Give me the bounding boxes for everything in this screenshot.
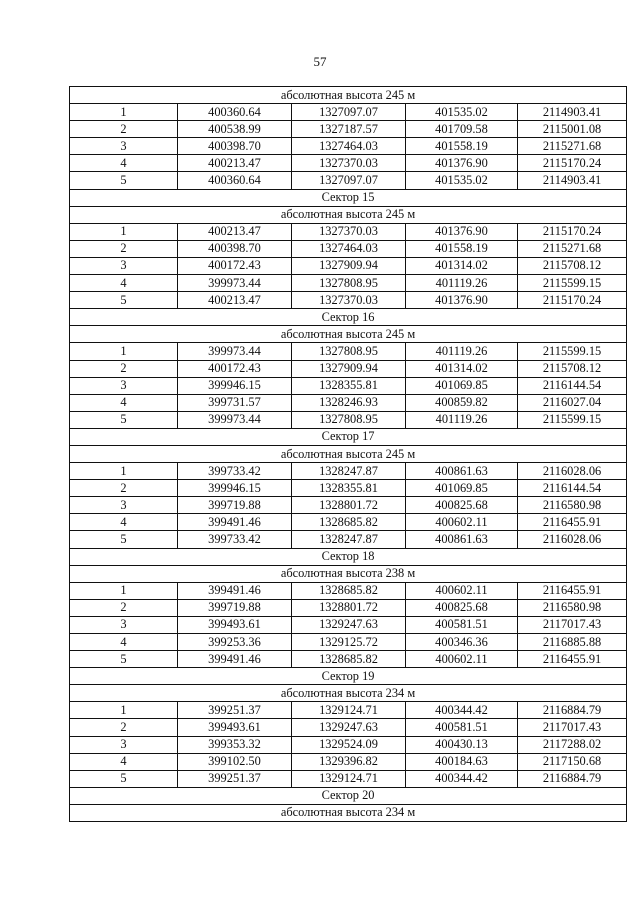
sector-heading-row bbox=[70, 189, 627, 206]
y2-coordinate-cell: 2117017.43 bbox=[518, 719, 627, 736]
y2-coordinate-cell: 2116027.04 bbox=[518, 394, 627, 411]
x2-coordinate-cell: 401314.02 bbox=[406, 257, 518, 274]
y-coordinate-cell: 1328247.87 bbox=[292, 531, 406, 548]
x2-coordinate-cell: 400344.42 bbox=[406, 702, 518, 719]
sector-heading-row bbox=[70, 309, 627, 326]
point-number-cell: 1 bbox=[70, 463, 178, 480]
point-number-cell: 1 bbox=[70, 582, 178, 599]
point-number-cell: 3 bbox=[70, 377, 178, 394]
y2-coordinate-cell: 2117150.68 bbox=[518, 753, 627, 770]
y-coordinate-cell: 1327808.95 bbox=[292, 343, 406, 360]
x-coordinate-cell: 399719.88 bbox=[178, 599, 292, 616]
x-coordinate-cell: 399491.46 bbox=[178, 514, 292, 531]
sector-heading-row bbox=[70, 668, 627, 685]
y2-coordinate-cell: 2114903.41 bbox=[518, 104, 627, 121]
x-coordinate-cell: 400172.43 bbox=[178, 257, 292, 274]
sector-heading: Сектор 17 bbox=[70, 428, 627, 445]
x2-coordinate-cell: 400602.11 bbox=[406, 582, 518, 599]
table-row bbox=[70, 138, 627, 155]
y2-coordinate-cell: 2116455.91 bbox=[518, 582, 627, 599]
x-coordinate-cell: 399946.15 bbox=[178, 377, 292, 394]
x-coordinate-cell: 400213.47 bbox=[178, 292, 292, 309]
y-coordinate-cell: 1328355.81 bbox=[292, 480, 406, 497]
point-number-cell: 1 bbox=[70, 104, 178, 121]
altitude-heading-row bbox=[70, 685, 627, 702]
sector-heading-row bbox=[70, 787, 627, 804]
x2-coordinate-cell: 401558.19 bbox=[406, 138, 518, 155]
point-number-cell: 4 bbox=[70, 275, 178, 292]
y-coordinate-cell: 1329125.72 bbox=[292, 634, 406, 651]
altitude-heading: абсолютная высота 245 м bbox=[70, 206, 627, 223]
point-number-cell: 4 bbox=[70, 514, 178, 531]
point-number-cell: 5 bbox=[70, 292, 178, 309]
x2-coordinate-cell: 400859.82 bbox=[406, 394, 518, 411]
y2-coordinate-cell: 2116455.91 bbox=[518, 514, 627, 531]
sector-heading: Сектор 20 bbox=[70, 787, 627, 804]
point-number-cell: 4 bbox=[70, 394, 178, 411]
altitude-heading: абсолютная высота 245 м bbox=[70, 445, 627, 462]
point-number-cell: 5 bbox=[70, 770, 178, 787]
x-coordinate-cell: 400172.43 bbox=[178, 360, 292, 377]
table-row bbox=[70, 634, 627, 651]
y-coordinate-cell: 1327097.07 bbox=[292, 172, 406, 189]
sector-heading-row bbox=[70, 428, 627, 445]
y-coordinate-cell: 1328801.72 bbox=[292, 497, 406, 514]
x-coordinate-cell: 399102.50 bbox=[178, 753, 292, 770]
sector-heading: Сектор 15 bbox=[70, 189, 627, 206]
x-coordinate-cell: 399353.32 bbox=[178, 736, 292, 753]
table-row bbox=[70, 343, 627, 360]
x-coordinate-cell: 399733.42 bbox=[178, 531, 292, 548]
x2-coordinate-cell: 400825.68 bbox=[406, 599, 518, 616]
sector-heading-row bbox=[70, 548, 627, 565]
y-coordinate-cell: 1327370.03 bbox=[292, 223, 406, 240]
table-row bbox=[70, 736, 627, 753]
point-number-cell: 3 bbox=[70, 616, 178, 633]
x2-coordinate-cell: 400581.51 bbox=[406, 719, 518, 736]
point-number-cell: 1 bbox=[70, 223, 178, 240]
x-coordinate-cell: 400360.64 bbox=[178, 172, 292, 189]
y-coordinate-cell: 1329247.63 bbox=[292, 719, 406, 736]
table-row bbox=[70, 651, 627, 668]
y-coordinate-cell: 1328355.81 bbox=[292, 377, 406, 394]
sector-heading: Сектор 18 bbox=[70, 548, 627, 565]
y-coordinate-cell: 1327909.94 bbox=[292, 360, 406, 377]
x-coordinate-cell: 400213.47 bbox=[178, 223, 292, 240]
x2-coordinate-cell: 400430.13 bbox=[406, 736, 518, 753]
y2-coordinate-cell: 2115170.24 bbox=[518, 155, 627, 172]
table-row bbox=[70, 394, 627, 411]
table-row bbox=[70, 702, 627, 719]
y2-coordinate-cell: 2117288.02 bbox=[518, 736, 627, 753]
point-number-cell: 2 bbox=[70, 240, 178, 257]
table-row bbox=[70, 121, 627, 138]
altitude-heading-row bbox=[70, 326, 627, 343]
y2-coordinate-cell: 2116884.79 bbox=[518, 770, 627, 787]
x2-coordinate-cell: 400346.36 bbox=[406, 634, 518, 651]
y-coordinate-cell: 1329247.63 bbox=[292, 616, 406, 633]
x-coordinate-cell: 400398.70 bbox=[178, 240, 292, 257]
y-coordinate-cell: 1328685.82 bbox=[292, 514, 406, 531]
table-row bbox=[70, 292, 627, 309]
altitude-heading: абсолютная высота 245 м bbox=[70, 87, 627, 104]
table-row bbox=[70, 104, 627, 121]
y2-coordinate-cell: 2116455.91 bbox=[518, 651, 627, 668]
x-coordinate-cell: 400398.70 bbox=[178, 138, 292, 155]
x2-coordinate-cell: 401119.26 bbox=[406, 411, 518, 428]
x-coordinate-cell: 399973.44 bbox=[178, 411, 292, 428]
x-coordinate-cell: 399733.42 bbox=[178, 463, 292, 480]
y2-coordinate-cell: 2115708.12 bbox=[518, 360, 627, 377]
y-coordinate-cell: 1329124.71 bbox=[292, 702, 406, 719]
table-row bbox=[70, 770, 627, 787]
x2-coordinate-cell: 401376.90 bbox=[406, 155, 518, 172]
y-coordinate-cell: 1327464.03 bbox=[292, 138, 406, 155]
x-coordinate-cell: 399493.61 bbox=[178, 719, 292, 736]
y-coordinate-cell: 1329524.09 bbox=[292, 736, 406, 753]
x2-coordinate-cell: 400602.11 bbox=[406, 651, 518, 668]
x-coordinate-cell: 399946.15 bbox=[178, 480, 292, 497]
y2-coordinate-cell: 2116144.54 bbox=[518, 377, 627, 394]
y2-coordinate-cell: 2116885.88 bbox=[518, 634, 627, 651]
table-row bbox=[70, 275, 627, 292]
table-row bbox=[70, 582, 627, 599]
x2-coordinate-cell: 401119.26 bbox=[406, 343, 518, 360]
table-row bbox=[70, 719, 627, 736]
table-row bbox=[70, 377, 627, 394]
y-coordinate-cell: 1327808.95 bbox=[292, 275, 406, 292]
point-number-cell: 4 bbox=[70, 155, 178, 172]
table-row bbox=[70, 411, 627, 428]
y-coordinate-cell: 1328247.87 bbox=[292, 463, 406, 480]
table-row bbox=[70, 599, 627, 616]
x2-coordinate-cell: 401314.02 bbox=[406, 360, 518, 377]
x-coordinate-cell: 399251.37 bbox=[178, 702, 292, 719]
altitude-heading-row bbox=[70, 206, 627, 223]
y-coordinate-cell: 1328685.82 bbox=[292, 651, 406, 668]
altitude-heading: абсолютная высота 245 м bbox=[70, 326, 627, 343]
y2-coordinate-cell: 2115599.15 bbox=[518, 343, 627, 360]
x2-coordinate-cell: 401535.02 bbox=[406, 172, 518, 189]
x2-coordinate-cell: 400344.42 bbox=[406, 770, 518, 787]
x2-coordinate-cell: 400581.51 bbox=[406, 616, 518, 633]
y-coordinate-cell: 1327808.95 bbox=[292, 411, 406, 428]
x2-coordinate-cell: 401376.90 bbox=[406, 223, 518, 240]
point-number-cell: 1 bbox=[70, 343, 178, 360]
point-number-cell: 5 bbox=[70, 172, 178, 189]
point-number-cell: 2 bbox=[70, 480, 178, 497]
y2-coordinate-cell: 2115271.68 bbox=[518, 138, 627, 155]
sector-heading: Сектор 19 bbox=[70, 668, 627, 685]
x-coordinate-cell: 400213.47 bbox=[178, 155, 292, 172]
x2-coordinate-cell: 400602.11 bbox=[406, 514, 518, 531]
x-coordinate-cell: 400538.99 bbox=[178, 121, 292, 138]
point-number-cell: 2 bbox=[70, 121, 178, 138]
y2-coordinate-cell: 2115599.15 bbox=[518, 275, 627, 292]
y-coordinate-cell: 1327909.94 bbox=[292, 257, 406, 274]
y-coordinate-cell: 1329396.82 bbox=[292, 753, 406, 770]
table-row bbox=[70, 753, 627, 770]
x2-coordinate-cell: 401709.58 bbox=[406, 121, 518, 138]
table-row bbox=[70, 463, 627, 480]
x-coordinate-cell: 400360.64 bbox=[178, 104, 292, 121]
table-row bbox=[70, 480, 627, 497]
y2-coordinate-cell: 2116884.79 bbox=[518, 702, 627, 719]
y-coordinate-cell: 1328801.72 bbox=[292, 599, 406, 616]
altitude-heading-row bbox=[70, 565, 627, 582]
y2-coordinate-cell: 2115170.24 bbox=[518, 223, 627, 240]
x-coordinate-cell: 399491.46 bbox=[178, 651, 292, 668]
y-coordinate-cell: 1329124.71 bbox=[292, 770, 406, 787]
point-number-cell: 3 bbox=[70, 138, 178, 155]
x2-coordinate-cell: 401376.90 bbox=[406, 292, 518, 309]
y2-coordinate-cell: 2115001.08 bbox=[518, 121, 627, 138]
point-number-cell: 5 bbox=[70, 651, 178, 668]
coordinates-table-body bbox=[70, 87, 627, 822]
table-row bbox=[70, 531, 627, 548]
y2-coordinate-cell: 2116144.54 bbox=[518, 480, 627, 497]
x2-coordinate-cell: 401069.85 bbox=[406, 377, 518, 394]
x2-coordinate-cell: 401069.85 bbox=[406, 480, 518, 497]
point-number-cell: 3 bbox=[70, 257, 178, 274]
point-number-cell: 2 bbox=[70, 599, 178, 616]
x2-coordinate-cell: 400861.63 bbox=[406, 531, 518, 548]
y-coordinate-cell: 1328685.82 bbox=[292, 582, 406, 599]
y2-coordinate-cell: 2116580.98 bbox=[518, 497, 627, 514]
altitude-heading: абсолютная высота 238 м bbox=[70, 565, 627, 582]
table-row bbox=[70, 497, 627, 514]
altitude-heading: абсолютная высота 234 м bbox=[70, 685, 627, 702]
x2-coordinate-cell: 401535.02 bbox=[406, 104, 518, 121]
y2-coordinate-cell: 2115708.12 bbox=[518, 257, 627, 274]
table-row bbox=[70, 616, 627, 633]
x-coordinate-cell: 399491.46 bbox=[178, 582, 292, 599]
table-row bbox=[70, 257, 627, 274]
x2-coordinate-cell: 400861.63 bbox=[406, 463, 518, 480]
y-coordinate-cell: 1328246.93 bbox=[292, 394, 406, 411]
altitude-heading-row bbox=[70, 445, 627, 462]
sector-heading: Сектор 16 bbox=[70, 309, 627, 326]
x-coordinate-cell: 399493.61 bbox=[178, 616, 292, 633]
altitude-heading-row bbox=[70, 804, 627, 821]
point-number-cell: 1 bbox=[70, 702, 178, 719]
y-coordinate-cell: 1327370.03 bbox=[292, 292, 406, 309]
point-number-cell: 5 bbox=[70, 531, 178, 548]
point-number-cell: 3 bbox=[70, 736, 178, 753]
y2-coordinate-cell: 2116028.06 bbox=[518, 531, 627, 548]
altitude-heading-row bbox=[70, 87, 627, 104]
table-row bbox=[70, 240, 627, 257]
x2-coordinate-cell: 401558.19 bbox=[406, 240, 518, 257]
x2-coordinate-cell: 400825.68 bbox=[406, 497, 518, 514]
y2-coordinate-cell: 2114903.41 bbox=[518, 172, 627, 189]
point-number-cell: 5 bbox=[70, 411, 178, 428]
x-coordinate-cell: 399973.44 bbox=[178, 343, 292, 360]
point-number-cell: 4 bbox=[70, 634, 178, 651]
y2-coordinate-cell: 2117017.43 bbox=[518, 616, 627, 633]
altitude-heading: абсолютная высота 234 м bbox=[70, 804, 627, 821]
point-number-cell: 2 bbox=[70, 360, 178, 377]
point-number-cell: 3 bbox=[70, 497, 178, 514]
table-row bbox=[70, 155, 627, 172]
table-row bbox=[70, 514, 627, 531]
y2-coordinate-cell: 2116028.06 bbox=[518, 463, 627, 480]
y2-coordinate-cell: 2116580.98 bbox=[518, 599, 627, 616]
x-coordinate-cell: 399719.88 bbox=[178, 497, 292, 514]
x-coordinate-cell: 399973.44 bbox=[178, 275, 292, 292]
y-coordinate-cell: 1327187.57 bbox=[292, 121, 406, 138]
y2-coordinate-cell: 2115599.15 bbox=[518, 411, 627, 428]
table-row bbox=[70, 172, 627, 189]
y-coordinate-cell: 1327370.03 bbox=[292, 155, 406, 172]
table-row bbox=[70, 360, 627, 377]
x-coordinate-cell: 399731.57 bbox=[178, 394, 292, 411]
x-coordinate-cell: 399251.37 bbox=[178, 770, 292, 787]
y-coordinate-cell: 1327097.07 bbox=[292, 104, 406, 121]
point-number-cell: 4 bbox=[70, 753, 178, 770]
page-number: 57 bbox=[313, 54, 327, 69]
coordinates-table bbox=[69, 86, 627, 822]
y2-coordinate-cell: 2115170.24 bbox=[518, 292, 627, 309]
table-row bbox=[70, 223, 627, 240]
point-number-cell: 2 bbox=[70, 719, 178, 736]
y2-coordinate-cell: 2115271.68 bbox=[518, 240, 627, 257]
x-coordinate-cell: 399253.36 bbox=[178, 634, 292, 651]
y-coordinate-cell: 1327464.03 bbox=[292, 240, 406, 257]
x2-coordinate-cell: 400184.63 bbox=[406, 753, 518, 770]
x2-coordinate-cell: 401119.26 bbox=[406, 275, 518, 292]
